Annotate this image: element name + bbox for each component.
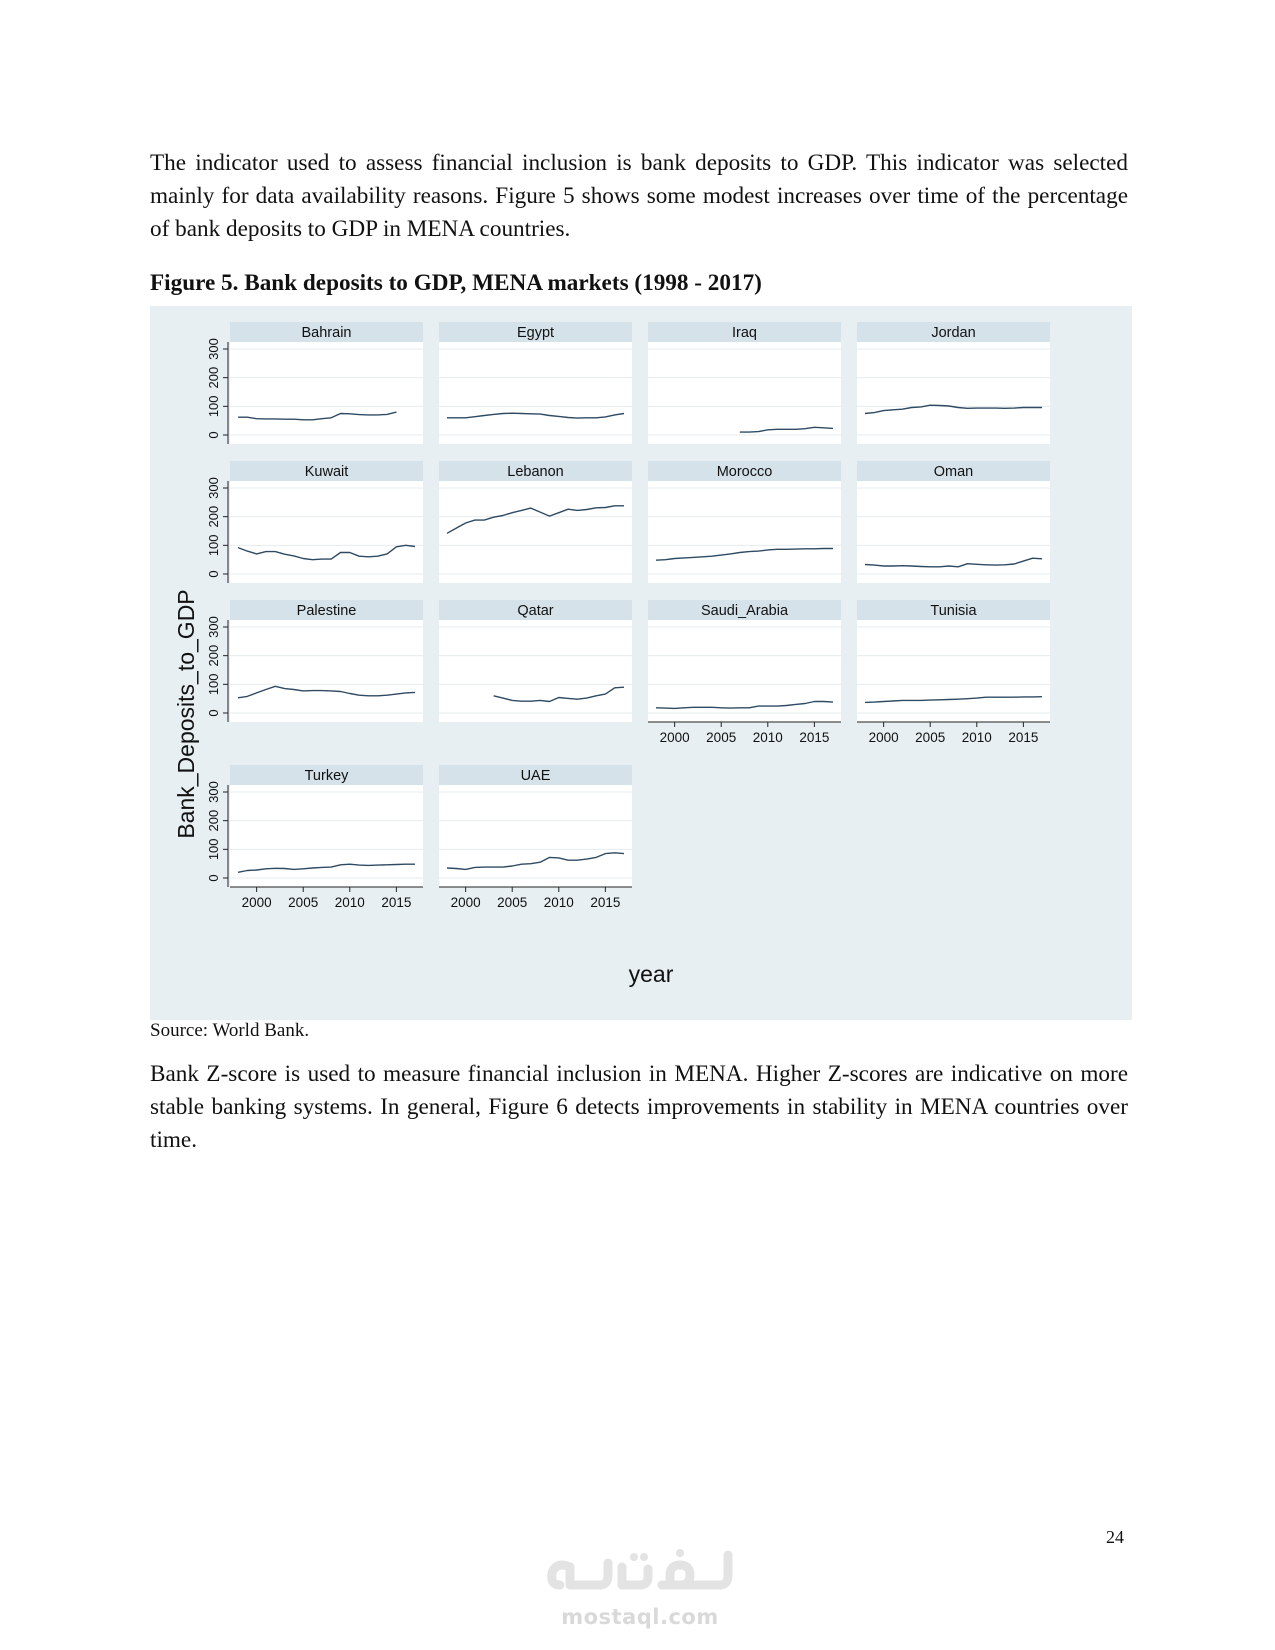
panel-title: Bahrain bbox=[301, 325, 352, 341]
y-tick-label: 100 bbox=[206, 534, 221, 557]
plot-area bbox=[857, 342, 1050, 444]
figure-caption: Figure 5. Bank deposits to GDP, MENA markets (1998 - 2017) bbox=[150, 270, 762, 296]
x-tick-label: 2005 bbox=[706, 730, 737, 745]
watermark-text: mostaql.com bbox=[561, 1605, 719, 1629]
x-tick-label: 2015 bbox=[799, 730, 830, 745]
plot-area bbox=[439, 342, 632, 444]
x-tick-label: 2015 bbox=[590, 895, 621, 910]
panel-palestine bbox=[206, 600, 423, 722]
panel-title: Palestine bbox=[296, 603, 357, 619]
paragraph-zscore: Bank Z-score is used to measure financial inclusion in MENA. Higher Z-scores are indicative on more stable banking systems. In general, Figure 6 detects improvements in stability in MENA countries over time. bbox=[150, 1061, 1128, 1153]
panel-qatar bbox=[439, 600, 632, 722]
paragraph-intro: The indicator used to assess financial inclusion is bank deposits to GDP. This indicator was selected mainly for data availability reasons. Figure 5 shows some modest increases over time of the percentage of bank deposits to GDP in MENA countries. bbox=[150, 150, 1128, 242]
y-tick-label: 100 bbox=[206, 673, 221, 696]
plot-area bbox=[439, 785, 632, 887]
x-tick-label: 2015 bbox=[381, 895, 412, 910]
x-tick-label: 2005 bbox=[915, 730, 946, 745]
panel-title: Morocco bbox=[716, 464, 773, 480]
plot-area bbox=[230, 481, 423, 583]
panel-title: Turkey bbox=[304, 768, 349, 784]
y-tick-label: 200 bbox=[206, 809, 221, 832]
y-axis-title: Bank_Deposits_to_GDP bbox=[173, 589, 199, 839]
mostaql-watermark bbox=[530, 1545, 750, 1635]
panel-title: Tunisia bbox=[930, 603, 977, 619]
x-tick-label: 2010 bbox=[961, 730, 992, 745]
x-tick-label: 2015 bbox=[1008, 730, 1039, 745]
y-tick-label: 100 bbox=[206, 838, 221, 861]
y-tick-label: 0 bbox=[206, 709, 221, 717]
y-tick-label: 200 bbox=[206, 366, 221, 389]
y-tick-label: 300 bbox=[206, 616, 221, 638]
panel-title: Oman bbox=[933, 464, 974, 480]
panel-title: UAE bbox=[520, 768, 551, 784]
y-tick-label: 300 bbox=[206, 338, 221, 360]
plot-area bbox=[857, 481, 1050, 583]
plot-area bbox=[648, 620, 841, 722]
plot-area bbox=[230, 620, 423, 722]
panel-title: Egypt bbox=[516, 325, 555, 341]
panel-title: Jordan bbox=[931, 325, 976, 341]
x-tick-label: 2000 bbox=[241, 895, 272, 910]
panel-title: Lebanon bbox=[507, 464, 564, 480]
plot-area bbox=[230, 342, 423, 444]
x-tick-label: 2005 bbox=[497, 895, 528, 910]
y-tick-label: 200 bbox=[206, 505, 221, 528]
panel-title: Iraq bbox=[732, 325, 757, 341]
panel-jordan bbox=[857, 322, 1050, 444]
x-tick-label: 2000 bbox=[868, 730, 899, 745]
page-number: 24 bbox=[1106, 1527, 1124, 1547]
y-tick-label: 100 bbox=[206, 395, 221, 418]
figure-5-chart bbox=[150, 306, 1132, 1020]
panel-oman bbox=[857, 461, 1050, 583]
mostaql-logo-icon bbox=[530, 1545, 750, 1605]
x-tick-label: 2010 bbox=[543, 895, 574, 910]
panel-lebanon bbox=[439, 461, 632, 583]
small-multiples-chart bbox=[150, 306, 1132, 1020]
y-tick-label: 0 bbox=[206, 570, 221, 578]
panel-title: Saudi_Arabia bbox=[700, 603, 789, 619]
y-tick-label: 0 bbox=[206, 431, 221, 439]
x-tick-label: 2005 bbox=[288, 895, 319, 910]
panel-title: Kuwait bbox=[304, 464, 349, 480]
plot-area bbox=[648, 481, 841, 583]
plot-area bbox=[648, 342, 841, 444]
panel-iraq bbox=[648, 322, 841, 444]
x-tick-label: 2010 bbox=[334, 895, 365, 910]
y-tick-label: 300 bbox=[206, 781, 221, 803]
panel-egypt bbox=[439, 322, 632, 444]
x-tick-label: 2000 bbox=[450, 895, 481, 910]
plot-area bbox=[857, 620, 1050, 722]
plot-area bbox=[230, 785, 423, 887]
panel-morocco bbox=[648, 461, 841, 583]
x-tick-label: 2000 bbox=[659, 730, 690, 745]
panel-bahrain bbox=[206, 322, 423, 444]
panel-title: Qatar bbox=[517, 603, 554, 619]
panel-kuwait bbox=[206, 461, 423, 583]
x-axis-title: year bbox=[628, 961, 674, 987]
plot-area bbox=[439, 481, 632, 583]
plot-area bbox=[439, 620, 632, 722]
y-tick-label: 0 bbox=[206, 874, 221, 882]
figure-source: Source: World Bank. bbox=[150, 1020, 310, 1041]
x-tick-label: 2010 bbox=[752, 730, 783, 745]
y-tick-label: 300 bbox=[206, 477, 221, 499]
y-tick-label: 200 bbox=[206, 644, 221, 667]
